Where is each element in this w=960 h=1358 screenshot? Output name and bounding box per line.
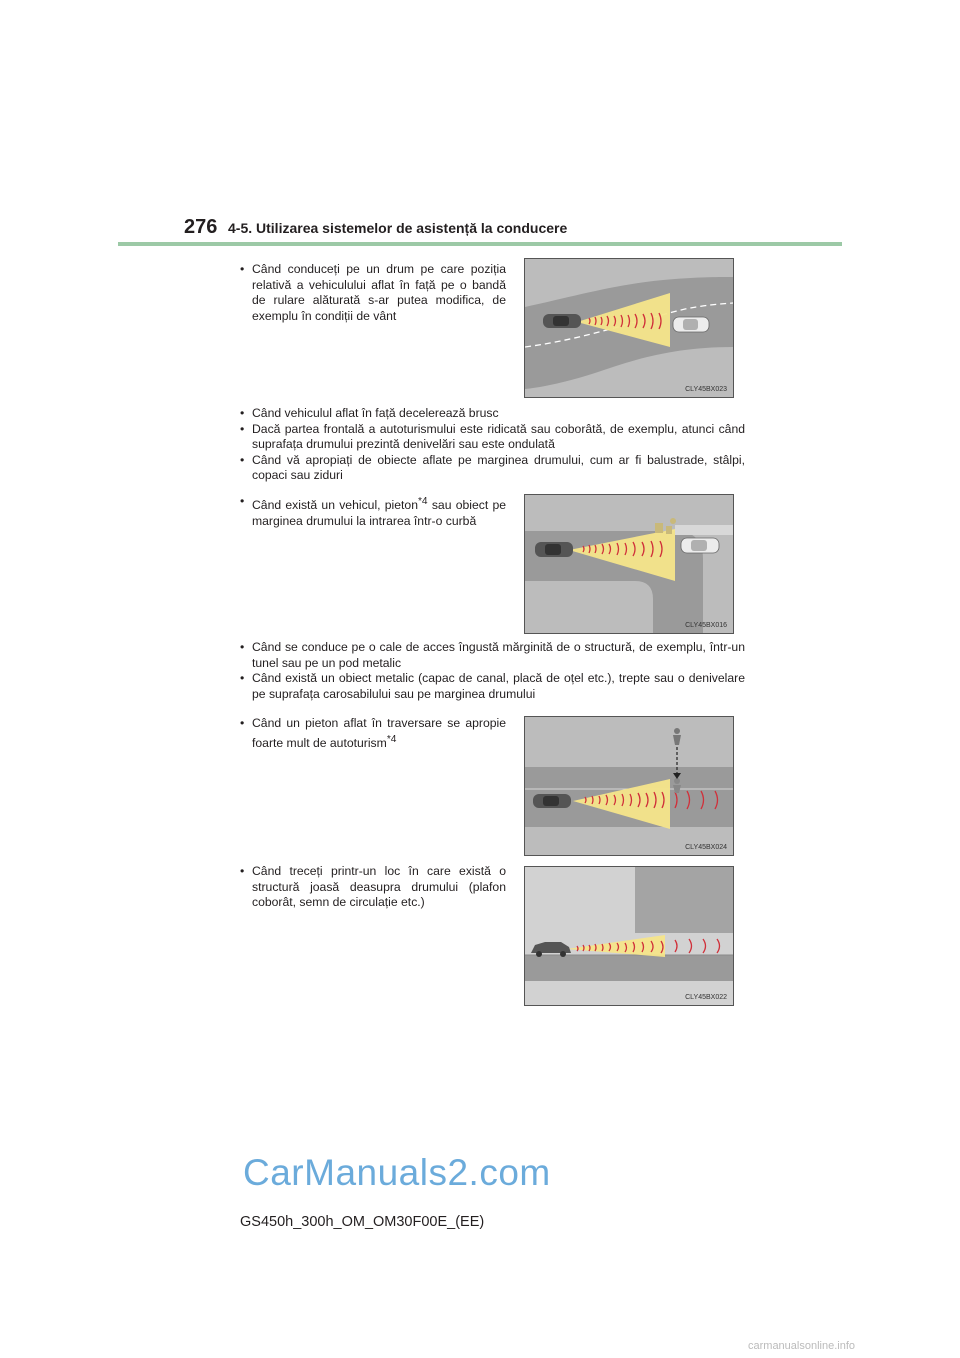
own-car-icon bbox=[533, 794, 571, 808]
watermark-carmanualsonline: carmanualsonline.info bbox=[748, 1340, 856, 1352]
figure-pedestrian-drawing bbox=[525, 717, 733, 855]
list-item: • Când există un obiect metalic (capac de canal, placă de oțel etc.), trepte sau o denivelare pe suprafața carosabilului sau pe marginea drumului bbox=[240, 671, 745, 701]
figure-pedestrian bbox=[524, 716, 734, 856]
own-car-icon bbox=[535, 542, 573, 557]
section-title: 4-5. Utilizarea sistemelor de asistență la conducere bbox=[228, 220, 568, 236]
figure-curve bbox=[524, 494, 734, 634]
figure-code: CLY45BX024 bbox=[685, 844, 727, 851]
bullet-icon: • bbox=[240, 452, 245, 467]
figure-low-structure-drawing bbox=[525, 867, 733, 1005]
footnote-ref: *4 bbox=[386, 733, 397, 745]
block-wind-condition bbox=[240, 262, 506, 324]
own-car-icon bbox=[543, 314, 581, 328]
bullet-icon: • bbox=[240, 864, 245, 878]
bullet-icon: • bbox=[240, 421, 245, 436]
bullet-icon: • bbox=[240, 494, 245, 508]
block-low-structure bbox=[240, 864, 506, 911]
block-curve-entry bbox=[240, 494, 506, 529]
page-number: 276 bbox=[184, 216, 218, 238]
figure-low-structure bbox=[524, 866, 734, 1006]
block-crossing-pedestrian bbox=[240, 716, 506, 751]
figure-code: CLY45BX023 bbox=[685, 386, 727, 393]
bullet-icon: • bbox=[240, 262, 245, 276]
footer-document-code: GS450h_300h_OM_OM30F00E_(EE) bbox=[240, 1214, 485, 1230]
list-item: • Dacă partea frontală a autoturismului este ridicată sau coborâtă, de exemplu, atunci când suprafața drumului prezintă denivelări sau este ondulată bbox=[240, 421, 745, 452]
header-rule bbox=[118, 242, 842, 246]
block-general-conditions bbox=[240, 406, 745, 484]
figure-code: CLY45BX022 bbox=[685, 994, 727, 1001]
block-narrow-access bbox=[240, 640, 745, 702]
list-item: • Când se conduce pe o cale de acces îngustă mărginită de o structură, de exemplu, într-un tunel sau pe un pod metalic bbox=[240, 640, 745, 670]
list-item: • Când treceți printr-un loc în care există o structură joasă deasupra drumului (plafon coborât, semn de circulație etc.) bbox=[240, 864, 506, 910]
footnote-ref: *4 bbox=[417, 496, 428, 507]
list-item: • Când vehiculul aflat în față decelerează brusc bbox=[240, 406, 499, 420]
figure-code: CLY45BX016 bbox=[685, 622, 727, 629]
list-item: • Când există un vehicul, pieton$^{*4}$ sau obiect pe marginea drumului la intrarea într-o curbă bbox=[240, 494, 507, 528]
figure-curve-drawing bbox=[525, 495, 733, 633]
front-car-icon bbox=[673, 317, 709, 332]
figure-side-lane bbox=[524, 258, 734, 398]
watermark-carmanuals2: CarManuals2.com bbox=[243, 1152, 551, 1193]
bullet-icon: • bbox=[240, 716, 245, 730]
list-item: • Când conduceți pe un drum pe care poziția relativă a vehiculului aflat în față pe o bandă de rulare alăturată s-ar putea modifica, de exemplu în condiții de vânt bbox=[240, 262, 506, 323]
list-item: • Când vă apropiați de obiecte aflate pe marginea drumului, cum ar fi balustrade, stâlpi, copaci sau ziduri bbox=[240, 452, 745, 483]
bullet-icon: • bbox=[240, 671, 245, 686]
bullet-icon: • bbox=[240, 406, 245, 420]
bullet-icon: • bbox=[240, 640, 245, 654]
figure-side-lane-drawing bbox=[525, 259, 733, 397]
front-car-icon bbox=[681, 538, 719, 553]
list-item: • Când un pieton aflat în traversare se apropie foarte mult de autoturism$^{*4}$ bbox=[240, 716, 506, 750]
